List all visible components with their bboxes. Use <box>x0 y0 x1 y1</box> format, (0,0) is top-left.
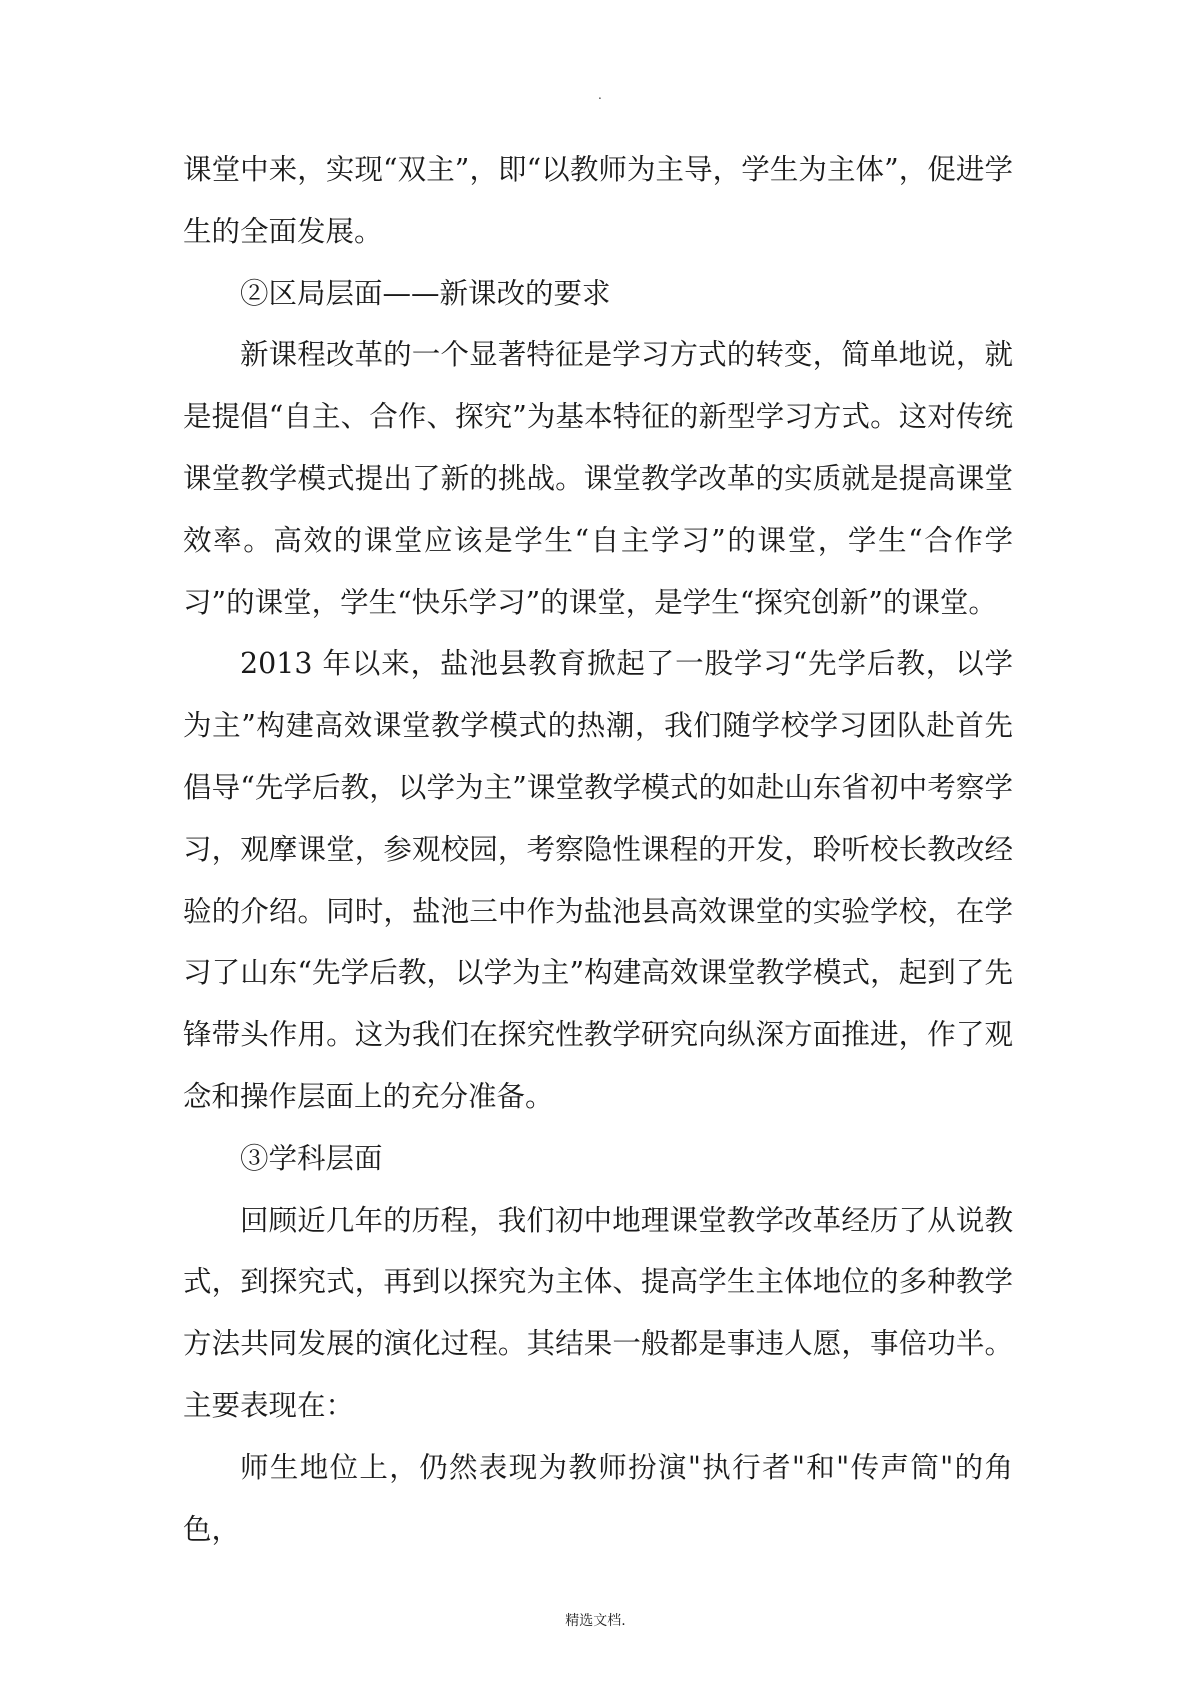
paragraph-review: 回顾近几年的历程，我们初中地理课堂教学改革经历了从说教式，到探究式，再到以探究为主体、提高学生主体地位的多种教学方法共同发展的演化过程。其结果一般都是事违人愿，事倍功半。主要表现在： <box>183 1203 1013 1422</box>
document-body <box>183 139 1013 1560</box>
section-heading-district: ②区局层面——新课改的要求 <box>240 276 611 310</box>
paragraph-teacher-student: 师生地位上，仍然表现为教师扮演"执行者"和"传声筒"的角色， <box>183 1450 1013 1546</box>
header-mark: . <box>598 88 602 102</box>
paragraph-new-curriculum: 新课程改革的一个显著特征是学习方式的转变，简单地说，就是提倡“自主、合作、探究”为基本特征的新型学习方式。这对传统课堂教学模式提出了新的挑战。课堂教学改革的实质就是提高课堂效率。高效的课堂应该是学生“自主学习”的课堂，学生“合作学习”的课堂，学生“快乐学习”的课堂，是学生“探究创新”的课堂。 <box>183 338 1013 619</box>
paragraph-continuation: 课堂中来，实现“双主”，即“以教师为主导，学生为主体”，促进学生的全面发展。 <box>183 153 1013 248</box>
page-footer: 精选文档. <box>565 1613 626 1629</box>
paragraph-2013-reform: 2013 年以来，盐池县教育掀起了一股学习“先学后教，以学为主”构建高效课堂教学模式的热潮，我们随学校学习团队赴首先倡导“先学后教，以学为主”课堂教学模式的如赴山东省初中考察学习，观摩课堂，参观校园，考察隐性课程的开发，聆听校长教改经验的介绍。同时，盐池三中作为盐池县高效课堂的实验学校，在学习了山东“先学后教，以学为主”构建高效课堂教学模式，起到了先锋带头作用。这为我们在探究性教学研究向纵深方面推进，作了观念和操作层面上的充分准备。 <box>183 647 1013 1113</box>
section-heading-subject: ③学科层面 <box>240 1141 383 1175</box>
